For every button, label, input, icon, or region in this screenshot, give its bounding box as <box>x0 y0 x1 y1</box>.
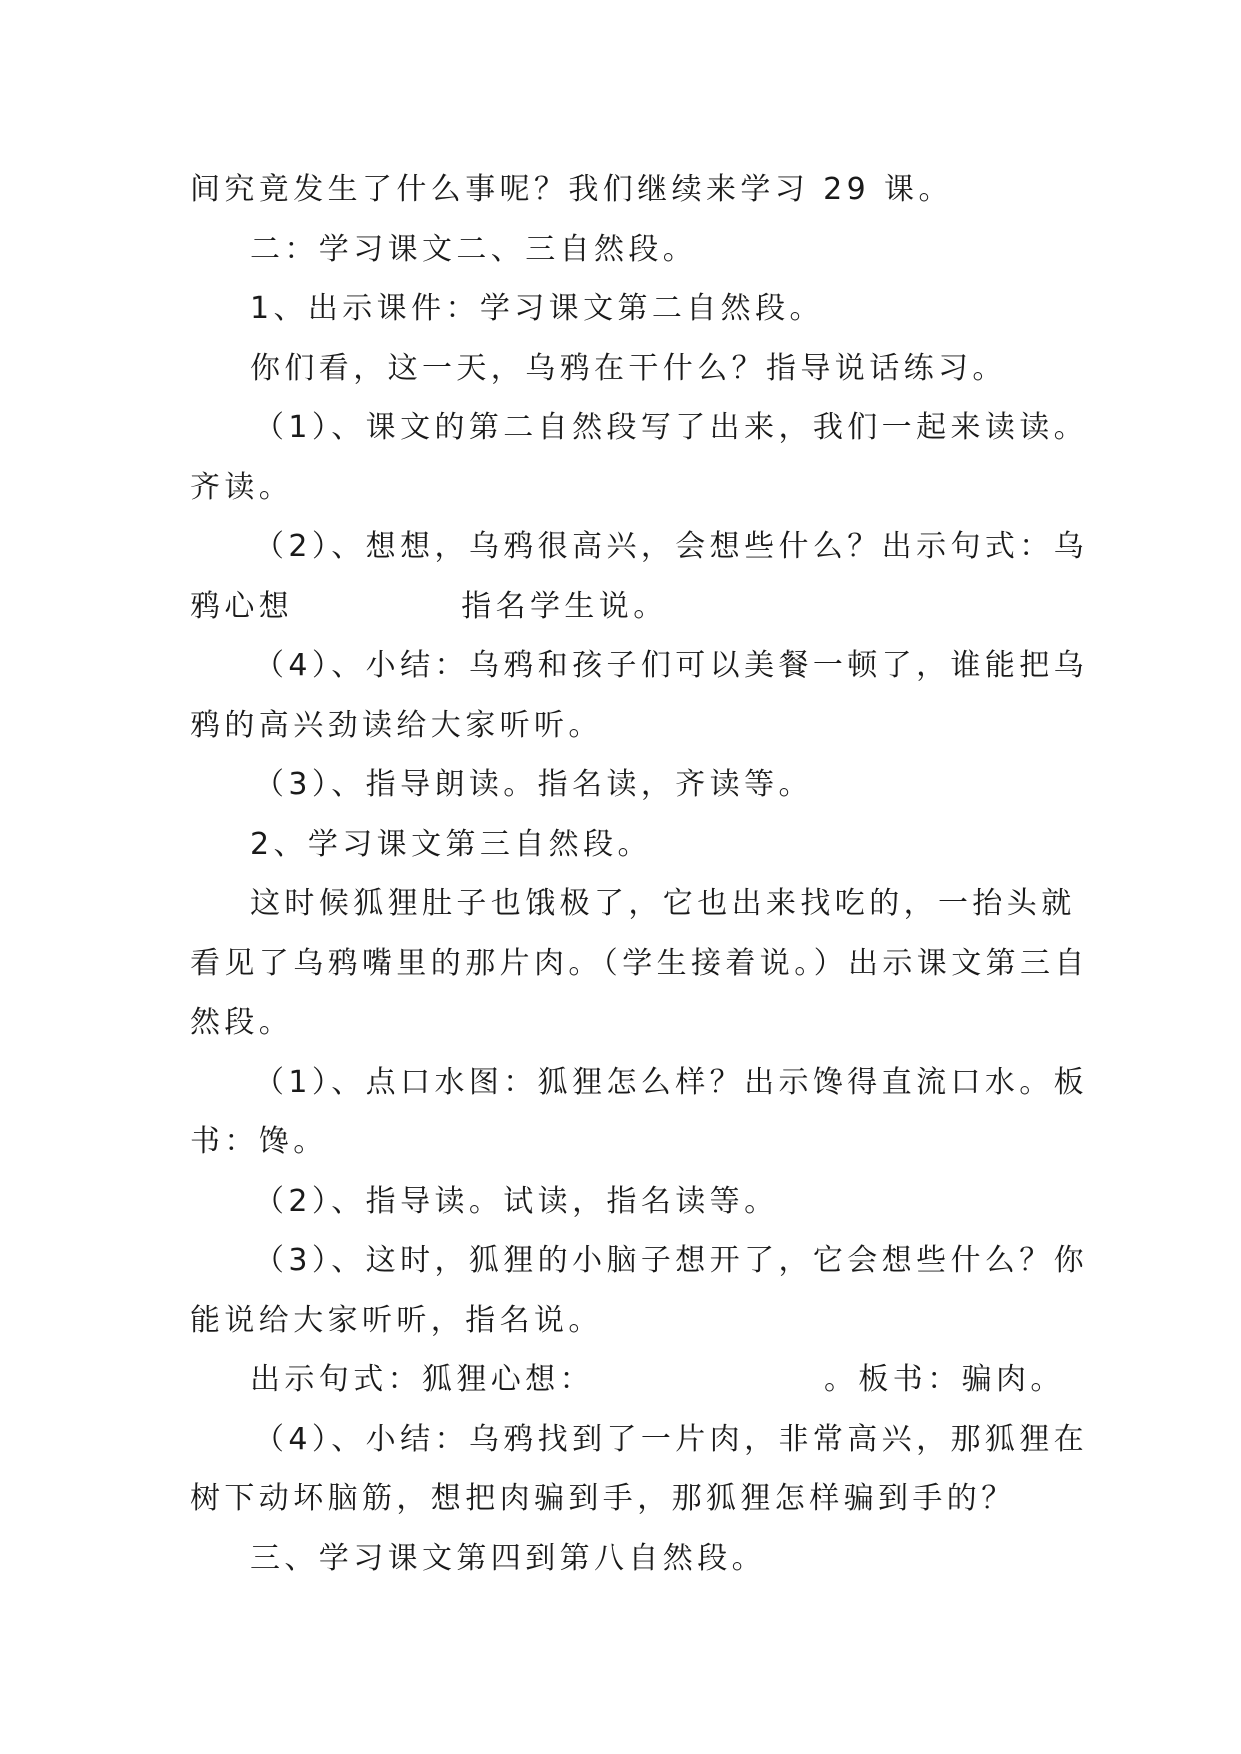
sentence-end: 。板书：骗肉。 <box>824 1362 1065 1397</box>
paragraph-line: 间究竟发生了什么事呢？我们继续来学习 29 课。 <box>190 172 953 207</box>
paragraph-line: 树下动坏脑筋，想把肉骗到手，那狐狸怎样骗到手的？ <box>190 1481 1016 1516</box>
paragraph-line: 能说给大家听听，指名说。 <box>190 1302 603 1338</box>
paragraph-line: 二：学习课文二、三自然段。 <box>250 231 698 267</box>
sentence-start: 鸦心想 <box>190 588 294 624</box>
document-body <box>190 160 1089 1588</box>
paragraph-line: 2、学习课文第三自然段。 <box>250 826 652 862</box>
sentence-start: 出示句式：狐狸心想： <box>250 1362 594 1397</box>
paragraph-line <box>190 577 1060 637</box>
paragraph-line: （3）、这时，狐狸的小脑子想开了，它会想些什么？你 <box>254 1243 1089 1278</box>
paragraph-line: 三、学习课文第四到第八自然段。 <box>250 1540 766 1576</box>
paragraph-line: 这时候狐狸肚子也饿极了，它也出来找吃的，一抬头就 <box>250 886 1076 921</box>
paragraph-line: 鸦的高兴劲读给大家听听。 <box>190 707 603 743</box>
paragraph-line: 书：馋。 <box>190 1124 328 1159</box>
paragraph-line: 你们看，这一天，乌鸦在干什么？指导说话练习。 <box>250 350 1007 386</box>
paragraph-line <box>190 1350 1065 1410</box>
paragraph-line: （2）、指导读。试读，指名读等。 <box>254 1183 779 1219</box>
paragraph-line: 看见了乌鸦嘴里的那片肉。（学生接着说。）出示课文第三自 <box>190 945 1089 981</box>
paragraph-line: （1）、点口水图：狐狸怎么样？出示馋得直流口水。板 <box>254 1064 1089 1100</box>
paragraph-line: （3）、指导朗读。指名读，齐读等。 <box>254 767 813 802</box>
paragraph-line: （2）、想想，乌鸦很高兴，会想些什么？出示句式：乌 <box>254 529 1089 564</box>
paragraph-line: （4）、小结：乌鸦和孩子们可以美餐一顿了，谁能把乌 <box>254 648 1089 683</box>
paragraph-line: 然段。 <box>190 1005 294 1040</box>
paragraph-line: （1）、课文的第二自然段写了出来，我们一起来读读。 <box>254 410 1089 445</box>
paragraph-line: （4）、小结：乌鸦找到了一片肉，非常高兴，那狐狸在 <box>254 1421 1089 1457</box>
sentence-end: 指名学生说。 <box>461 588 668 624</box>
paragraph-line: 齐读。 <box>190 469 294 505</box>
paragraph-line: 1、出示课件：学习课文第二自然段。 <box>250 291 824 326</box>
